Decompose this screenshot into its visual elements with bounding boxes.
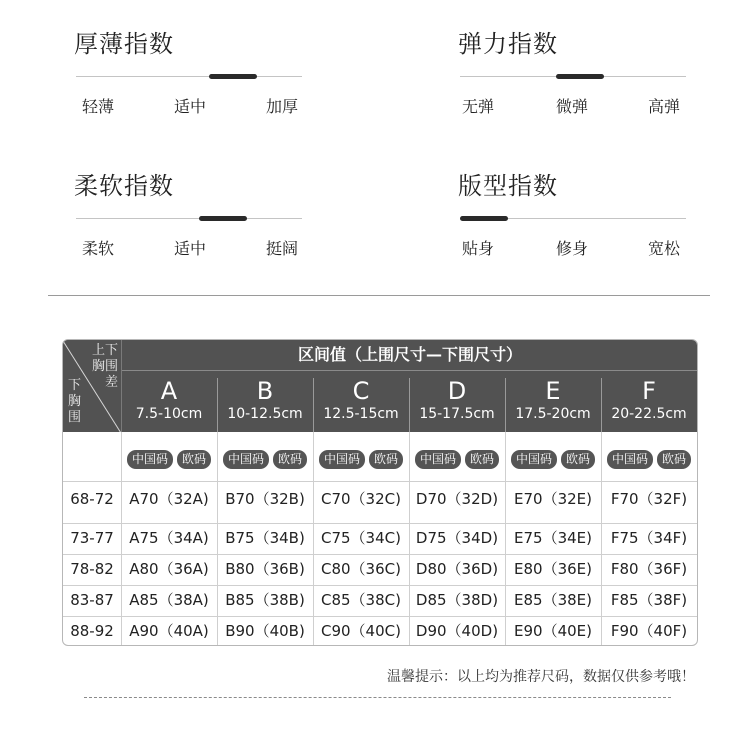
index-indicator <box>460 216 508 221</box>
china-size-tag: 中国码 <box>127 450 173 469</box>
index-indicator <box>556 74 604 79</box>
eu-size-tag: 欧码 <box>561 450 595 469</box>
size-cell: C70（32C) <box>321 490 401 508</box>
tag-cell <box>121 450 217 470</box>
size-cell: E80（36E) <box>514 560 592 578</box>
index-track <box>76 218 302 219</box>
size-cell: D80（36D) <box>415 560 499 578</box>
index-label: 修身 <box>555 239 589 258</box>
cup-range: 20-22.5cm <box>611 406 687 422</box>
eu-size-tag: 欧码 <box>465 450 499 469</box>
size-cell: C80（36C) <box>321 560 401 578</box>
size-cell: D70（32D) <box>415 490 499 508</box>
softness-index <box>74 166 304 276</box>
header-separator <box>121 370 698 371</box>
size-cell: E85（38E) <box>514 591 592 609</box>
index-label: 高弹 <box>647 97 681 116</box>
cup-letter: C <box>352 377 370 405</box>
cup-header-a <box>121 378 217 432</box>
index-label: 挺阔 <box>265 239 299 258</box>
eu-size-tag: 欧码 <box>369 450 403 469</box>
tag-cell <box>505 450 601 470</box>
size-cell: D90（40D) <box>415 622 499 640</box>
index-label: 适中 <box>173 239 207 258</box>
size-tip: 温馨提示：以上均为推荐尺码，数据仅供参考哦！ <box>387 669 695 685</box>
table-row <box>63 585 698 616</box>
eu-size-tag: 欧码 <box>273 450 307 469</box>
table-corner-cell <box>63 340 121 432</box>
cup-range: 10-12.5cm <box>227 406 303 422</box>
cup-letter: F <box>642 377 656 405</box>
size-cell: B70（32B) <box>225 490 305 508</box>
size-cell: F85（38F) <box>610 591 688 609</box>
china-size-tag: 中国码 <box>223 450 269 469</box>
cup-header-e <box>505 378 601 432</box>
cup-range: 7.5-10cm <box>135 406 203 422</box>
cup-header-c <box>313 378 409 432</box>
index-title: 柔软指数 <box>74 172 174 200</box>
index-track <box>76 76 302 77</box>
index-track <box>460 218 686 219</box>
fit-index <box>458 166 688 276</box>
index-label: 宽松 <box>647 239 681 258</box>
underbust-cell: 78-82 <box>70 560 114 578</box>
index-title: 弹力指数 <box>458 30 558 58</box>
cup-range: 12.5-15cm <box>323 406 399 422</box>
size-cell: A85（38A) <box>129 591 209 609</box>
index-title: 版型指数 <box>458 172 558 200</box>
cup-letter: A <box>160 377 178 405</box>
size-cell: A70（32A) <box>129 490 209 508</box>
elasticity-index <box>458 24 688 134</box>
section-divider <box>48 295 710 296</box>
index-label: 轻薄 <box>81 97 115 116</box>
range-title: 区间值（上围尺寸—下围尺寸） <box>297 345 522 364</box>
index-title: 厚薄指数 <box>74 30 174 58</box>
size-cell: E75（34E) <box>514 529 592 547</box>
index-label: 柔软 <box>81 239 115 258</box>
eu-size-tag: 欧码 <box>657 450 691 469</box>
underbust-cell: 83-87 <box>70 591 114 609</box>
table-row <box>63 616 698 646</box>
size-cell: B85（38B) <box>225 591 305 609</box>
size-cell: F90（40F) <box>610 622 688 640</box>
tag-cell <box>217 450 313 470</box>
size-cell: F70（32F) <box>610 490 688 508</box>
underbust-cell: 68-72 <box>70 490 114 508</box>
cup-letter: B <box>256 377 274 405</box>
index-track <box>460 76 686 77</box>
china-size-tag: 中国码 <box>607 450 653 469</box>
size-cell: B75（34B) <box>225 529 305 547</box>
china-size-tag: 中国码 <box>511 450 557 469</box>
cup-header-b <box>217 378 313 432</box>
cup-letter: E <box>545 377 561 405</box>
index-label: 适中 <box>173 97 207 116</box>
thickness-index <box>74 24 304 134</box>
tag-cell <box>409 450 505 470</box>
size-cell: D75（34D) <box>415 529 499 547</box>
size-cell: F80（36F) <box>610 560 688 578</box>
corner-top-label: 上下胸围差 <box>91 343 118 390</box>
tag-cell <box>601 450 697 470</box>
row-divider <box>63 481 698 482</box>
size-cell: B80（36B) <box>225 560 305 578</box>
corner-bottom-label: 下胸围 <box>68 378 82 425</box>
size-cell: A75（34A) <box>129 529 209 547</box>
size-chart-table <box>62 339 698 646</box>
table-row <box>63 554 698 585</box>
cup-range: 15-17.5cm <box>419 406 495 422</box>
size-cell: C90（40C) <box>321 622 401 640</box>
underbust-cell: 88-92 <box>70 622 114 640</box>
size-cell: E90（40E) <box>514 622 592 640</box>
size-system-tags <box>121 450 698 470</box>
eu-size-tag: 欧码 <box>177 450 211 469</box>
size-cell: E70（32E) <box>514 490 592 508</box>
index-label: 无弹 <box>461 97 495 116</box>
tag-cell <box>313 450 409 470</box>
cup-header-f <box>601 378 697 432</box>
dashed-divider <box>84 697 671 698</box>
index-indicator <box>199 216 247 221</box>
size-cell: A80（36A) <box>129 560 209 578</box>
china-size-tag: 中国码 <box>415 450 461 469</box>
table-row <box>63 523 698 554</box>
index-label: 加厚 <box>265 97 299 116</box>
size-cell: C75（34C) <box>321 529 401 547</box>
china-size-tag: 中国码 <box>319 450 365 469</box>
size-cell: F75（34F) <box>610 529 688 547</box>
index-label: 微弹 <box>555 97 589 116</box>
table-row <box>63 484 698 515</box>
index-label: 贴身 <box>461 239 495 258</box>
cup-header-d <box>409 378 505 432</box>
underbust-cell: 73-77 <box>70 529 114 547</box>
size-cell: C85（38C) <box>321 591 401 609</box>
size-cell: D85（38D) <box>415 591 499 609</box>
size-cell: A90（40A) <box>129 622 209 640</box>
cup-range: 17.5-20cm <box>515 406 591 422</box>
cup-letter: D <box>447 377 467 405</box>
size-cell: B90（40B) <box>225 622 305 640</box>
index-indicator <box>209 74 257 79</box>
